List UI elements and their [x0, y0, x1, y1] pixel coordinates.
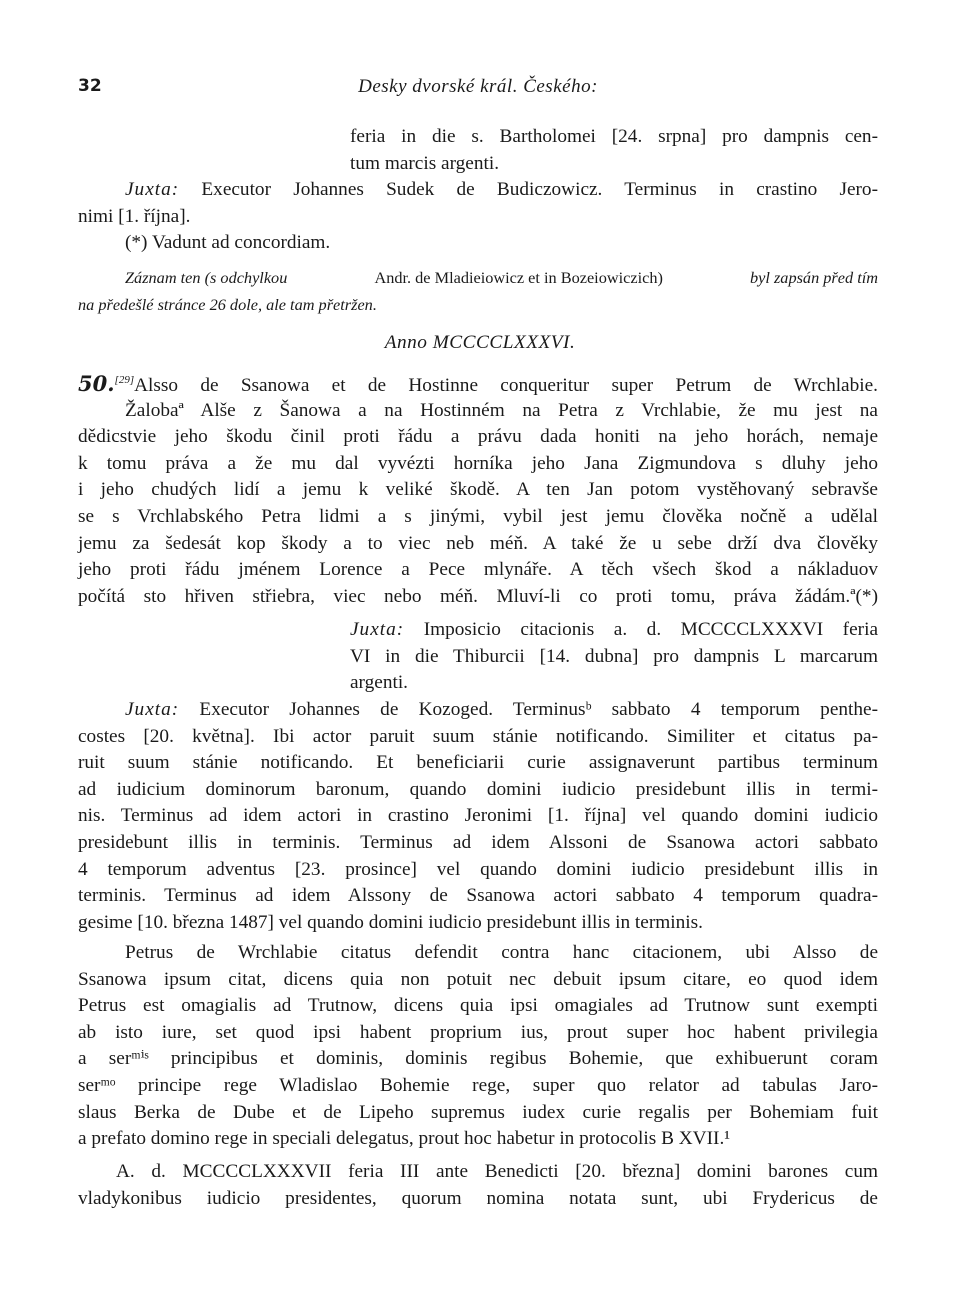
text-line: ad iudicium dominorum baronum, quando domini iudicio presidebunt illis in termi-	[78, 778, 878, 800]
text-line: feria in die s. Bartholomei [24. srpna] pro dampnis cen-	[350, 126, 878, 147]
petrus-paragraph	[78, 940, 878, 1153]
text-line: se s Vrchlabského Petra lidmi a s jinými, vybil jest jemu člověka nočně a udělal	[78, 505, 878, 527]
text-line: Juxta: Imposicio citacionis a. d. MCCCCLXXXVI feria	[350, 619, 878, 640]
text-line: slaus Berka de Dube et de Lipeho supremus iudex curie regalis per Bohemiam fuit	[78, 1101, 878, 1123]
ad-paragraph	[78, 1159, 878, 1212]
text-line: a prefato domino rege in speciali delegatus, prout hoc habetur in protocolis B XVII.¹	[78, 1128, 731, 1150]
text-line: presidebunt illis in terminis. Terminus ad idem Alssoni de Ssanowa actori sabbato	[78, 831, 878, 853]
text-line: Petrus de Wrchlabie citatus defendit contra hanc citacionem, ubi Alsso de	[125, 942, 878, 963]
text-line: nis. Terminus ad idem actori in crastino Jeronimi [1. října] vel quando domini iudicio	[78, 805, 878, 827]
text-line: ab isto iure, set quod ipsi habent proprium ius, prout super hoc habent privilegia	[78, 1021, 878, 1043]
year-heading: Anno MCCCCLXXXVI.	[384, 332, 576, 353]
text-line: k tomu práva a že mu dal vyvézti horníka jeho Jana Zigmundova s dluhy jeho	[78, 452, 878, 474]
note-line: na předešlé stránce 26 dole, ale tam přetržen.	[78, 295, 377, 314]
note-line: Záznam ten (s odchylkou Andr. de Mladieiowicz et in Bozeiowiczich) byl zapsán před tím	[125, 268, 878, 287]
text-line: Petrus est omagialis ad Trutnow, dicens quia ipsi omagiales ad Trutnow sunt exempti	[78, 995, 878, 1017]
juxta-label: Juxta:	[350, 619, 405, 640]
text-line: 4 temporum adventus [23. prosince] vel quando domini iudicio presidebunt illis in	[78, 858, 878, 880]
text-line: dědicstvie jeho škodu činil proti řádu a právu dada honiti na jeho horách, nemaje	[78, 426, 878, 448]
text-line: nimi [1. října].	[78, 205, 191, 227]
text-line: ruit suum stánie notificando. Et beneficiarii curie assignaverunt partibus terminum	[78, 752, 878, 774]
text-line: vladykonibus iudicio presidentes, quorum nomina notata sunt, ubi Frydericus de	[78, 1187, 878, 1209]
juxta-label: Juxta:	[125, 179, 180, 200]
text-line: serᵐᵒ principe rege Wladislao Bohemie rege, super quo relator ad tabulas Jaro-	[78, 1074, 878, 1096]
page-header	[78, 76, 878, 102]
juxta-label: Juxta:	[125, 699, 180, 720]
text-line: terminis. Terminus ad idem Alssony de Ssanowa actori sabbato 4 temporum quadra-	[78, 885, 878, 907]
entry-first-line: 50.[29]Alsso de Ssanowa et de Hostinne conqueritur super Petrum de Wrchlabie.	[78, 371, 878, 396]
page-number: 32	[78, 76, 102, 96]
text-line: jeho proti řádu jménem Lorence a Pece mlynáře. A těch všech škod a nákladuov	[78, 559, 878, 581]
juxta-paragraph-3	[78, 697, 878, 936]
text-line: jemu za šedesát kop škody a to viec neb méň. A také že u sebe drží dva člověky	[78, 532, 878, 554]
text-line: Juxta: Executor Johannes de Kozoged. Terminusᵇ sabbato 4 temporum penthe-	[125, 699, 878, 720]
text-line: VI in die Thiburcii [14. dubna] pro dampnis L marcarum	[350, 645, 878, 667]
text-line: i jeho chudých lidí a jemu k veliké škodě. A ten Jan potom vystěhovaný sebravše	[78, 479, 878, 501]
text-line: costes [20. května]. Ibi actor paruit suum stánie notificando. Similiter et citatus pa-	[78, 725, 878, 747]
juxta-paragraph-1	[78, 177, 878, 257]
juxta-paragraph-2	[350, 617, 878, 697]
text-line: A. d. MCCCCLXXXVII feria III ante Benedicti [20. března] domini barones cum	[116, 1161, 878, 1182]
editorial-note	[78, 264, 878, 318]
text-line: Juxta: Executor Johannes Sudek de Budiczowicz. Terminus in crastino Jero-	[125, 179, 878, 200]
text-line: počítá sto hřiven střiebra, viec nebo méň. Mluví-li co proti tomu, práva žádám.ª(*)	[78, 585, 878, 607]
vadunt-line: (*) Vadunt ad concordiam.	[125, 232, 331, 254]
text-line: argenti.	[350, 672, 409, 694]
entry-number: 50.	[78, 371, 115, 396]
text-line: a serᵐⁱˢ principibus et dominis, dominis regibus Bohemie, que exhibuerunt coram	[78, 1048, 878, 1070]
text-line: gesime [10. března 1487] vel quando domini iudicio presidebunt illis in terminis.	[78, 911, 703, 933]
text-line: tum marcis argenti.	[350, 152, 500, 174]
running-title: Desky dvorské král. Českého:	[358, 76, 598, 97]
text-line: Ssanowa ipsum citat, dicens quia non potuit nec debuit ipsum citare, eo quod idem	[78, 968, 878, 990]
text-block-top	[350, 124, 878, 177]
text-line: Žalobaª Alše z Šanowa a na Hostinném na Petra z Vrchlabie, že mu jest na	[125, 399, 878, 421]
entry-reference: [29]	[114, 374, 135, 386]
entry-50	[78, 371, 878, 610]
